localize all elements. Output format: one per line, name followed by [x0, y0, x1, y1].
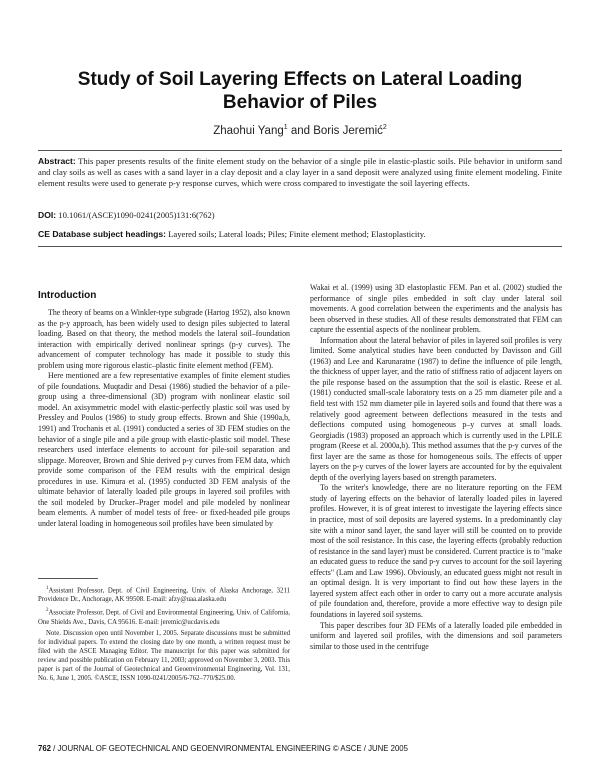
- footnote-2-text: Associate Professor, Dept. of Civil and Environmental Engineering, Univ. of California, One Shields Ave., Davis, CA 95616. E-mail: jeremic@ucdavis.edu: [38, 609, 290, 626]
- footnote-note: Note. Discussion open until November 1, 2005. Separate discussions must be submitted for individual papers. To extend the closing date by one month, a written request must be filed with the ASCE Managing Editor. The manuscript for this paper was submitted for review and possible publication on February 11, 2003; approved on November 3, 2003. This paper is part of the Journal of Geotechnical and Geoenvironmental Engineering, Vol. 131, No. 6, June 1, 2005. ©ASCE, ISSN 1090-0241/2005/6-762–770/$25.00.: [38, 629, 290, 682]
- left-column: [38, 308, 290, 529]
- paper-title: Study of Soil Layering Effects on Lateral Loading Behavior of Piles: [77, 69, 523, 113]
- doi-label: DOI:: [38, 210, 57, 220]
- author-line: [40, 124, 560, 137]
- subject-headings-label: CE Database subject headings:: [38, 229, 166, 239]
- right-paragraph: Wakai et al. (1999) using 3D elastoplastic FEM. Pan et al. (2002) studied the performance of single piles embedded in soft clay under lateral soil movements. A good correlation between the experiments and the analysis has been observed in these studies. All of these results demonstrated that FEM can capture the essential aspects of the nonlinear problem.: [310, 283, 562, 335]
- author-conjunction: and: [287, 124, 314, 137]
- right-paragraph: Information about the lateral behavior of piles in layered soil profiles is very limited. Some analytical studies have been conducted by Davisson and Gill (1963) and Lee and Karunaratne (1987) to define the influence of pile length, the thickness of upper layer, and the ratio of stiffness ratio of adjacent layers on the pile response based on the assumption that the soil is elastic. Reese et al. (1981) conducted small-scale laboratory tests on a 25 mm diameter pile and a field test with 152 mm diameter pile in layered soils and found that there was a relatively good agreement between deflections measured in the tests and deflections computed using homogeneous p–y curves at small loads. Georgiadis (1983) proposed an approach which is currently used in the LPILE program (Reese et al. 2000a,b). This method assumes that the p-y curves of the first layer are the same as those for homogeneous soils. The effects of upper layers on the p-y curves of the lower layers are accounted for by the equivalent depth of the overlying layers based on strength parameters.: [310, 335, 562, 482]
- doi-line: [38, 210, 562, 221]
- page-footer: [38, 744, 562, 753]
- footnotes: [38, 584, 290, 685]
- footnote-1-mark: 1: [46, 586, 49, 591]
- footnote-2: [38, 606, 290, 626]
- right-column: [310, 283, 562, 652]
- abstract-bottom-rule: [38, 246, 562, 247]
- footnote-rule: [38, 578, 98, 579]
- abstract-label: Abstract:: [38, 156, 76, 166]
- author-1-affiliation-mark: 1: [283, 124, 288, 131]
- footnote-1-text: Assistant Professor, Dept. of Civil Engineering, Univ. of Alaska Anchorage, 3211 Providence Dr., Anchorage, AK 99508. E-mail: afzy@uaa.alaska.edu: [38, 587, 290, 604]
- abstract: [38, 156, 562, 190]
- journal-footer-text: / JOURNAL OF GEOTECHNICAL AND GEOENVIRONMENTAL ENGINEERING © ASCE / JUNE 2005: [51, 744, 408, 753]
- left-paragraph: Here mentioned are a few representative examples of finite element studies of pile foundations. Muqtadir and Desai (1986) studied the behavior of a pile-group using a three-dimensional (3D) program with nonlinear elastic soil model. An axisymmetric model with elastic-perfectly plastic soil was used by Pressley and Poulos (1986) to study group effects. Brown and Shie (1990a,b, 1991) and Trochanis et al. (1991) conducted a series of 3D FEM studies on the behavior of a single pile and a pile group with elastic-plastic soil model. These researchers used interface elements to account for pile-soil separation and slippage. Moreover, Brown and Shie derived p-y curves from FEM data, which provide some comparison of the FEM results with the empirical design procedures in use. Kimura et al. (1995) conducted 3D FEM analysis of the ultimate behavior of laterally loaded pile groups in layered soil profiles with the soil modeled by Drucker–Prager model and pile modeled by nonlinear beam elements. A number of model tests of free- or fixed-headed pile groups under lateral loading in homogeneous soil profiles have been simulated by: [38, 371, 290, 528]
- right-paragraph: This paper describes four 3D FEMs of a laterally loaded pile embedded in uniform and layered soil profiles, with the dimensions and soil parameters similar to those used in the centrifuge: [310, 620, 562, 651]
- footnote-2-mark: 2: [46, 608, 49, 614]
- page-number: 762: [38, 744, 52, 753]
- left-paragraph: The theory of beams on a Winkler-type subgrade (Hartog 1952), also known as the p-y approach, has been widely used to design piles subjected to lateral loading. Based on that theory, the method models the lateral soil–foundation interaction with empirically derived nonlinear springs (p-y curves). The advancement of computer technology has made it possible to study this problem using more rigorous elastic–plastic finite element method (FEM).: [38, 308, 290, 370]
- abstract-text: This paper presents results of the finite element study on the behavior of a single pile in elastic-plastic soils. Pile behavior in uniform sand and clay soils as well as cases with a sand layer in a clay deposit and a clay layer in a sand deposit were analyzed using finite element modeling. Finite element results were used to generate p-y response curves, which were cross compared to investigate the soil layering effects.: [38, 156, 562, 189]
- subject-headings: [38, 229, 562, 240]
- subject-headings-value: Layered soils; Lateral loads; Piles; Finite element method; Elastoplasticity.: [166, 229, 426, 239]
- section-heading-introduction: Introduction: [38, 290, 97, 301]
- author-2: Boris Jeremić: [313, 124, 383, 137]
- author-1: Zhaohui Yang: [213, 124, 284, 137]
- abstract-top-rule: [38, 150, 562, 151]
- author-2-affiliation-mark: 2: [382, 124, 387, 131]
- doi-value[interactable]: 10.1061/(ASCE)1090-0241(2005)131:6(762): [56, 210, 215, 220]
- right-paragraph: To the writer's knowledge, there are no literature reporting on the FEM study of layering effects on the behavior of laterally loaded piles in layered profiles. However, it is of great interest to investigate the layering effects since in practice, most of soil deposits are layered systems. In a predominantly clay site with a minor sand layer, the sand layer will still be counted on to provide most of the soil resistance. In this case, the layering effects (probably reduction of resistance in the sand layer) must be considered. Current practice is to "make an educated guess to reduce the sand p-y curves to account for the soil layering effects" (Lam and Law 1996). Obviously, an educated guess might not result in an optimal design. It is very important to find out how these layers in the layered system affect each other in order to carry out a more accurate analysis of pile foundation and, therefore, provide a more effective way to design pile foundations in layered soil systems.: [310, 483, 562, 619]
- footnote-1: [38, 584, 290, 604]
